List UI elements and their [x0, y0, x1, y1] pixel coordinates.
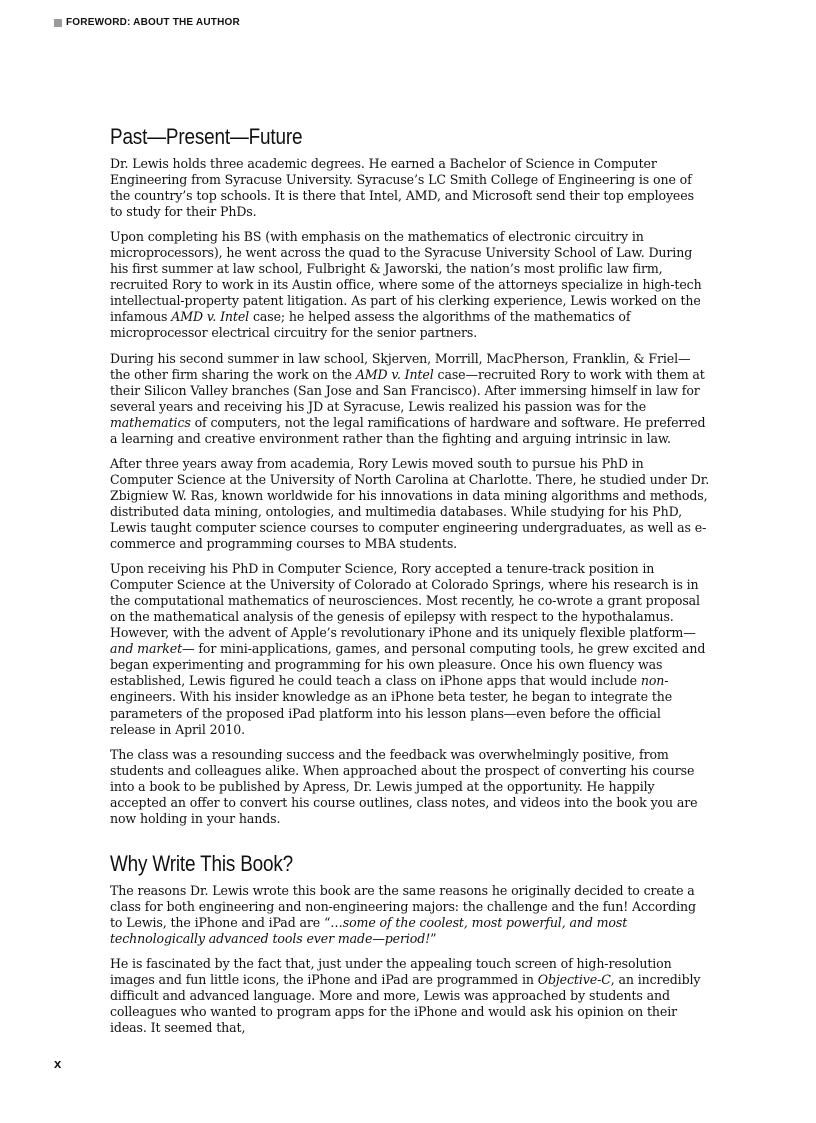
paragraph: Upon completing his BS (with emphasis on the mathematics of electronic circuitry in microprocessors), he went across the quad to the Syracuse University School of Law. During his first summer at law school, Fulbright & Jaworski, the nation’s most prolific law firm, recruited Rory to work in its Austin office, where some of the attorneys specialize in high-tech intellectual-property patent litigation. As part of his clerking experience, Lewis worked on the infamous AMD v. Intel case; he helped assess the algorithms of the mathematics of microprocessor electrical circuitry for the senior partners. [110, 230, 702, 342]
paragraph: Dr. Lewis holds three academic degrees. He earned a Bachelor of Science in Computer Engineering from Syracuse University. Syracuse’s LC Smith College of Engineering is one of the country’s top schools. It is there that Intel, AMD, and Microsoft send their top employees to study for their PhDs. [110, 157, 694, 221]
paragraph: The class was a resounding success and the feedback was overwhelmingly positive, from students and colleagues alike. When approached about the prospect of converting his course into a book to be published by Apress, Dr. Lewis jumped at the opportunity. He happily accepted an offer to convert his course outlines, class notes, and videos into the book you are now holding in your hands. [110, 747, 698, 827]
emphasis: mathematics [110, 415, 191, 431]
quotation: …some of the coolest, most powerful, and most technologically advanced tools ever made—period! [110, 915, 628, 947]
paragraph: After three years away from academia, Rory Lewis moved south to pursue his PhD in Computer Science at the University of North Carolina at Charlotte. There, he studied under Dr. Zbigniew W. Ras, known worldwide for his innovations in data mining algorithms and methods, distributed data mining, ontologies, and multimedia databases. While studying for his PhD, Lewis taught computer science courses to computer engineering undergraduates, as well as e-commerce and programming courses to MBA students. [110, 456, 710, 553]
emphasis: and market— [110, 642, 195, 658]
paragraph: During his second summer in law school, Skjerven, Morrill, MacPherson, Franklin, & Friel—the other firm sharing the work on the AMD v. Intel case—recruited Rory to work with them at their Silicon Valley branches (San Jose and San Francisco). After immersing himself in law for several years and receiving his JD at Syracuse, Lewis realized his passion was for the mathematics of computers, not the legal ramifications of hardware and software. He preferred a learning and creative environment rather than the fighting and arguing intrinsic in law. [110, 351, 706, 447]
paragraph: Upon receiving his PhD in Computer Science, Rory accepted a tenure-track position in Computer Science at the University of Colorado at Colorado Springs, where his research is in the computational mathematics of neurosciences. Most recently, he co-wrote a grant proposal on the mathematical analysis of the genesis of epilepsy with respect to the hypothalamus. However, with the advent of Apple’s revolutionary iPhone and its uniquely flexible platform—and market— for mini-applications, games, and personal computing tools, he grew excited and began experimenting and programming for his own pleasure. Once his own fluency was established, Lewis figured he could teach a class on iPhone apps that would include non-engineers. With his insider knowledge as an iPhone beta tester, he began to integrate the parameters of the proposed iPad platform into his lesson plans—even before the official release in April 2010. [110, 562, 706, 738]
section-heading-why-write-this-book: Why Write This Book? [110, 850, 294, 876]
running-head [54, 17, 240, 28]
page-content [110, 123, 710, 1046]
section-heading-past-present-future: Past—Present—Future [110, 124, 303, 149]
language-name: Objective-C [537, 973, 611, 989]
square-bullet-icon [54, 19, 62, 27]
page-number: x [54, 1056, 62, 1071]
case-name: AMD v. Intel [171, 310, 250, 326]
emphasis: non [640, 674, 665, 690]
paragraph: He is fascinated by the fact that, just under the appealing touch screen of high-resolution images and fun little icons, the iPhone and iPad are programmed in Objective-C, an incredibly difficult and advanced language. More and more, Lewis was approached by students and colleagues who wanted to program apps for the iPhone and would ask his opinion on their ideas. It seemed that, [110, 957, 701, 1037]
paragraph: The reasons Dr. Lewis wrote this book are the same reasons he originally decided to create a class for both engineering and non-engineering majors: the challenge and the fun! According to Lewis, the iPhone and iPad are “…some of the coolest, most powerful, and most technologically advanced tools ever made—period!” [110, 883, 696, 947]
case-name: AMD v. Intel [355, 367, 434, 383]
running-head-text: FOREWORD: ABOUT THE AUTHOR [66, 17, 240, 28]
